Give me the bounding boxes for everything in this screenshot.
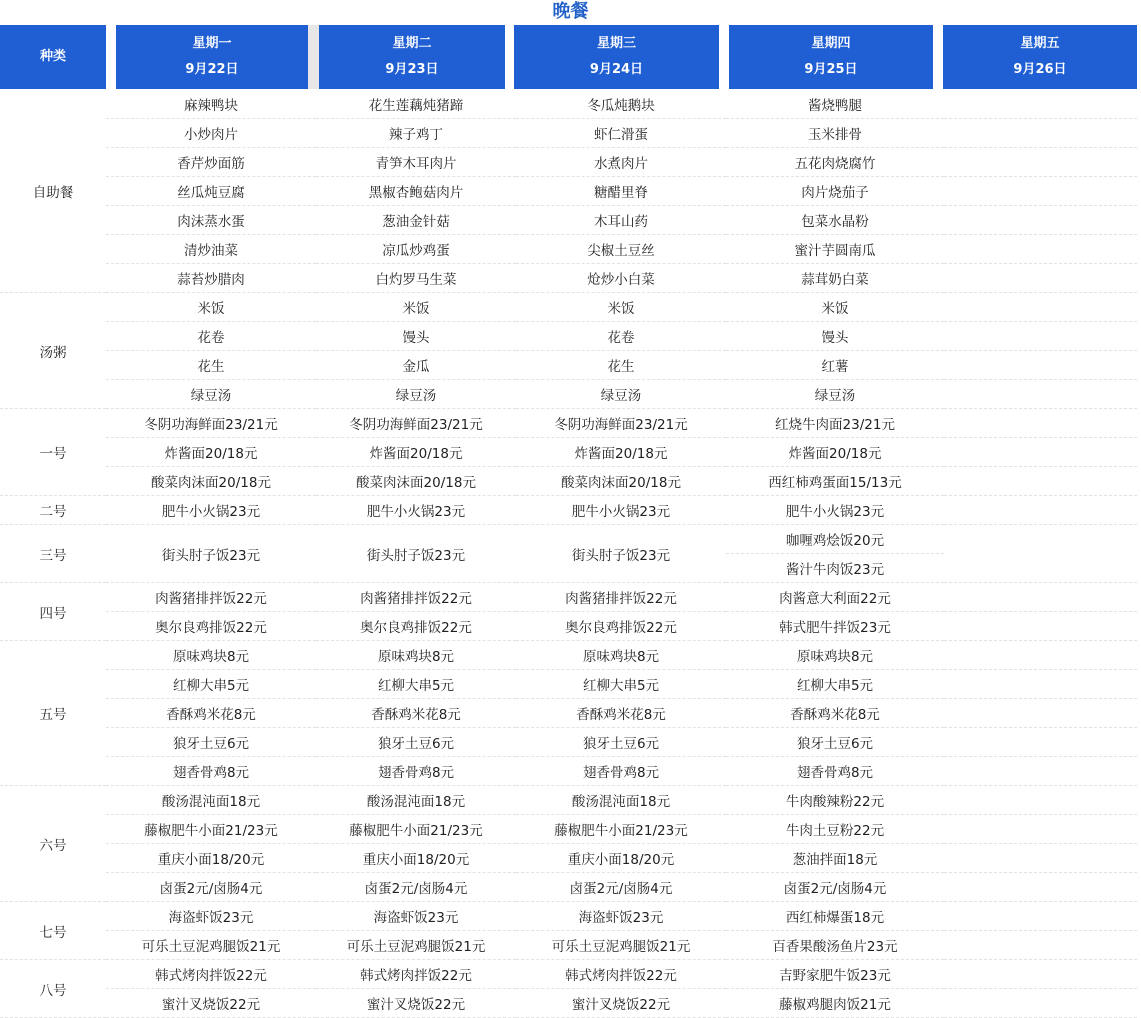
dish-cell: 青笋木耳肉片 xyxy=(316,148,516,177)
dish-cell: 辣子鸡丁 xyxy=(316,119,516,148)
dish-cell: 翅香骨鸡8元 xyxy=(106,757,316,786)
dish-cell xyxy=(944,583,1137,612)
dish-cell: 清炒油菜 xyxy=(106,235,316,264)
dish-cell: 肥牛小火锅23元 xyxy=(726,496,944,525)
dish-cell: 奥尔良鸡排饭22元 xyxy=(106,612,316,641)
header-gap xyxy=(308,25,319,89)
dish-cell: 红柳大串5元 xyxy=(726,670,944,699)
dish-cell: 藤椒肥牛小面21/23元 xyxy=(516,815,726,844)
dish-cell: 炸酱面20/18元 xyxy=(106,438,316,467)
dish-cell xyxy=(944,380,1137,409)
date-label: 9月24日 xyxy=(589,62,644,77)
dish-cell: 肥牛小火锅23元 xyxy=(316,496,516,525)
dish-cell: 葱油金针菇 xyxy=(316,206,516,235)
menu-row xyxy=(0,786,1137,815)
dish-cell: 凉瓜炒鸡蛋 xyxy=(316,235,516,264)
menu-row xyxy=(0,989,1137,1018)
dish-cell: 狼牙土豆6元 xyxy=(726,728,944,757)
dish-cell: 肉酱猪排拌饭22元 xyxy=(106,583,316,612)
dish-cell: 翅香骨鸡8元 xyxy=(516,757,726,786)
category-cell: 五号 xyxy=(0,641,106,786)
header-category-label: 种类 xyxy=(39,49,66,64)
dish-cell: 吉野家肥牛饭23元 xyxy=(726,960,944,989)
menu-row xyxy=(0,264,1137,293)
menu-body xyxy=(0,90,1137,1018)
dish-cell: 牛肉酸辣粉22元 xyxy=(726,786,944,815)
dish-cell: 绿豆汤 xyxy=(316,380,516,409)
menu-row xyxy=(0,902,1137,931)
menu-row xyxy=(0,844,1137,873)
weekday-label: 星期二 xyxy=(392,36,432,51)
dish-cell: 花生 xyxy=(106,351,316,380)
dish-cell: 狼牙土豆6元 xyxy=(516,728,726,757)
menu-row xyxy=(0,409,1137,438)
dish-cell: 原味鸡块8元 xyxy=(516,641,726,670)
category-cell: 七号 xyxy=(0,902,106,960)
header-day-mon xyxy=(116,25,308,89)
weekday-label: 星期四 xyxy=(811,36,851,51)
date-label: 9月23日 xyxy=(385,62,439,77)
dish-cell xyxy=(944,699,1137,728)
dish-cell: 绿豆汤 xyxy=(106,380,316,409)
dish-cell: 蜜汁叉烧饭22元 xyxy=(316,989,516,1018)
menu-row xyxy=(0,525,1137,554)
menu-row xyxy=(0,815,1137,844)
header-day-tue xyxy=(319,25,505,89)
dish-cell: 酸汤混沌面18元 xyxy=(316,786,516,815)
menu-row xyxy=(0,148,1137,177)
dish-cell: 可乐土豆泥鸡腿饭21元 xyxy=(516,931,726,960)
menu-row xyxy=(0,583,1137,612)
category-cell: 汤粥 xyxy=(0,293,106,409)
dish-cell: 奥尔良鸡排饭22元 xyxy=(516,612,726,641)
dish-cell: 西红柿鸡蛋面15/13元 xyxy=(726,467,944,496)
dish-cell: 糖醋里脊 xyxy=(516,177,726,206)
dish-cell: 蜜汁叉烧饭22元 xyxy=(106,989,316,1018)
dish-cell: 红柳大串5元 xyxy=(316,670,516,699)
dish-cell: 海盗虾饭23元 xyxy=(106,902,316,931)
dish-cell: 海盗虾饭23元 xyxy=(316,902,516,931)
dish-cell: 红薯 xyxy=(726,351,944,380)
dish-cell: 咖喱鸡烩饭20元 xyxy=(726,525,944,554)
category-cell: 三号 xyxy=(0,525,106,583)
dish-cell: 木耳山药 xyxy=(516,206,726,235)
dish-cell: 白灼罗马生菜 xyxy=(316,264,516,293)
dish-cell: 韩式烤肉拌饭22元 xyxy=(516,960,726,989)
dish-cell xyxy=(944,757,1137,786)
dish-cell: 原味鸡块8元 xyxy=(726,641,944,670)
dish-cell: 酸汤混沌面18元 xyxy=(516,786,726,815)
dish-cell xyxy=(944,525,1137,583)
dish-cell: 酸汤混沌面18元 xyxy=(106,786,316,815)
header-day-thu xyxy=(729,25,933,89)
dish-cell: 牛肉土豆粉22元 xyxy=(726,815,944,844)
dish-cell xyxy=(944,264,1137,293)
dish-cell: 红柳大串5元 xyxy=(106,670,316,699)
dish-cell: 翅香骨鸡8元 xyxy=(726,757,944,786)
dish-cell: 酸菜肉沫面20/18元 xyxy=(106,467,316,496)
dish-cell: 重庆小面18/20元 xyxy=(316,844,516,873)
dish-cell: 香酥鸡米花8元 xyxy=(106,699,316,728)
dish-cell: 可乐土豆泥鸡腿饭21元 xyxy=(316,931,516,960)
dish-cell: 五花肉烧腐竹 xyxy=(726,148,944,177)
dish-cell: 原味鸡块8元 xyxy=(106,641,316,670)
menu-row xyxy=(0,380,1137,409)
dish-cell xyxy=(944,902,1137,931)
dish-cell: 麻辣鸭块 xyxy=(106,90,316,119)
dish-cell: 藤椒鸡腿肉饭21元 xyxy=(726,989,944,1018)
dish-cell: 卤蛋2元/卤肠4元 xyxy=(516,873,726,902)
dish-cell: 葱油拌面18元 xyxy=(726,844,944,873)
menu-row xyxy=(0,177,1137,206)
dish-cell xyxy=(944,641,1137,670)
dish-cell: 黑椒杏鲍菇肉片 xyxy=(316,177,516,206)
menu-row xyxy=(0,235,1137,264)
dish-cell: 玉米排骨 xyxy=(726,119,944,148)
menu-row xyxy=(0,467,1137,496)
menu-row xyxy=(0,90,1137,119)
dish-cell: 花生莲藕炖猪蹄 xyxy=(316,90,516,119)
header-category xyxy=(0,25,106,89)
category-cell: 二号 xyxy=(0,496,106,525)
menu-row xyxy=(0,351,1137,380)
menu-row xyxy=(0,206,1137,235)
dish-cell: 藤椒肥牛小面21/23元 xyxy=(106,815,316,844)
dish-cell: 卤蛋2元/卤肠4元 xyxy=(316,873,516,902)
date-label: 9月25日 xyxy=(804,62,858,77)
weekday-label: 星期一 xyxy=(192,36,232,51)
dish-cell: 炸酱面20/18元 xyxy=(726,438,944,467)
dish-cell: 酸菜肉沫面20/18元 xyxy=(516,467,726,496)
dish-cell: 香酥鸡米花8元 xyxy=(516,699,726,728)
dish-cell xyxy=(944,844,1137,873)
dish-cell: 卤蛋2元/卤肠4元 xyxy=(726,873,944,902)
dish-cell: 卤蛋2元/卤肠4元 xyxy=(106,873,316,902)
dish-cell: 冬阴功海鲜面23/21元 xyxy=(106,409,316,438)
dish-cell xyxy=(944,670,1137,699)
dish-cell: 狼牙土豆6元 xyxy=(106,728,316,757)
dish-cell: 重庆小面18/20元 xyxy=(106,844,316,873)
dish-cell: 翅香骨鸡8元 xyxy=(316,757,516,786)
dish-cell: 西红柿爆蛋18元 xyxy=(726,902,944,931)
dish-cell: 香芹炒面筋 xyxy=(106,148,316,177)
category-cell: 四号 xyxy=(0,583,106,641)
menu-row xyxy=(0,641,1137,670)
dish-cell: 丝瓜炖豆腐 xyxy=(106,177,316,206)
dish-cell: 炸酱面20/18元 xyxy=(316,438,516,467)
menu-row xyxy=(0,438,1137,467)
meal-title: 晚餐 xyxy=(552,1,589,22)
header-day-wed xyxy=(514,25,719,89)
dish-cell: 冬瓜炖鹅块 xyxy=(516,90,726,119)
dish-cell: 可乐土豆泥鸡腿饭21元 xyxy=(106,931,316,960)
dish-cell: 米饭 xyxy=(516,293,726,322)
dish-cell xyxy=(944,786,1137,815)
weekday-label: 星期三 xyxy=(596,36,636,51)
dish-cell: 米饭 xyxy=(726,293,944,322)
dish-cell: 小炒肉片 xyxy=(106,119,316,148)
dish-cell: 虾仁滑蛋 xyxy=(516,119,726,148)
dish-cell: 原味鸡块8元 xyxy=(316,641,516,670)
dish-cell: 香酥鸡米花8元 xyxy=(316,699,516,728)
dish-cell xyxy=(944,612,1137,641)
category-cell: 自助餐 xyxy=(0,90,106,293)
dish-cell xyxy=(944,177,1137,206)
category-cell: 一号 xyxy=(0,409,106,496)
dish-cell: 街头肘子饭23元 xyxy=(106,525,316,583)
dish-cell: 韩式烤肉拌饭22元 xyxy=(316,960,516,989)
date-label: 9月22日 xyxy=(185,62,239,77)
menu-row xyxy=(0,873,1137,902)
dish-cell xyxy=(944,438,1137,467)
dish-cell: 藤椒肥牛小面21/23元 xyxy=(316,815,516,844)
dish-cell: 肉酱猪排拌饭22元 xyxy=(516,583,726,612)
menu-row xyxy=(0,119,1137,148)
dish-cell: 炸酱面20/18元 xyxy=(516,438,726,467)
dish-cell: 尖椒土豆丝 xyxy=(516,235,726,264)
dish-cell: 蜜汁叉烧饭22元 xyxy=(516,989,726,1018)
menu-row xyxy=(0,496,1137,525)
dish-cell: 花卷 xyxy=(106,322,316,351)
dish-cell xyxy=(944,119,1137,148)
dish-cell: 冬阴功海鲜面23/21元 xyxy=(316,409,516,438)
dish-cell: 香酥鸡米花8元 xyxy=(726,699,944,728)
dish-cell: 肉酱猪排拌饭22元 xyxy=(316,583,516,612)
dish-cell: 绿豆汤 xyxy=(726,380,944,409)
menu-row xyxy=(0,322,1137,351)
date-label: 9月26日 xyxy=(1013,62,1067,77)
dish-cell: 肉酱意大利面22元 xyxy=(726,583,944,612)
dish-cell xyxy=(944,467,1137,496)
dish-cell: 蒜苔炒腊肉 xyxy=(106,264,316,293)
dish-cell: 肉片烧茄子 xyxy=(726,177,944,206)
menu-table xyxy=(0,90,1137,1018)
dish-cell: 街头肘子饭23元 xyxy=(316,525,516,583)
dish-cell: 韩式烤肉拌饭22元 xyxy=(106,960,316,989)
dish-cell xyxy=(944,931,1137,960)
dish-cell xyxy=(944,293,1137,322)
dish-cell: 百香果酸汤鱼片23元 xyxy=(726,931,944,960)
dish-cell xyxy=(944,496,1137,525)
dish-cell: 花生 xyxy=(516,351,726,380)
dish-cell xyxy=(944,815,1137,844)
dish-cell xyxy=(944,206,1137,235)
menu-row xyxy=(0,670,1137,699)
menu-row xyxy=(0,728,1137,757)
dish-cell: 韩式肥牛拌饭23元 xyxy=(726,612,944,641)
dish-cell xyxy=(944,322,1137,351)
dish-cell xyxy=(944,989,1137,1018)
dish-cell xyxy=(944,873,1137,902)
dish-cell: 肉沫蒸水蛋 xyxy=(106,206,316,235)
menu-row xyxy=(0,757,1137,786)
dish-cell xyxy=(944,148,1137,177)
menu-row xyxy=(0,293,1137,322)
dish-cell: 绿豆汤 xyxy=(516,380,726,409)
menu-row xyxy=(0,612,1137,641)
dish-cell: 蒜茸奶白菜 xyxy=(726,264,944,293)
dish-cell: 水煮肉片 xyxy=(516,148,726,177)
dish-cell xyxy=(944,728,1137,757)
dish-cell: 馒头 xyxy=(316,322,516,351)
dish-cell: 海盗虾饭23元 xyxy=(516,902,726,931)
dish-cell xyxy=(944,351,1137,380)
menu-row xyxy=(0,960,1137,989)
category-cell: 八号 xyxy=(0,960,106,1018)
dish-cell: 米饭 xyxy=(106,293,316,322)
dish-cell: 蜜汁芋圆南瓜 xyxy=(726,235,944,264)
dish-cell: 金瓜 xyxy=(316,351,516,380)
dish-cell: 米饭 xyxy=(316,293,516,322)
dish-cell xyxy=(944,90,1137,119)
dish-cell: 重庆小面18/20元 xyxy=(516,844,726,873)
dish-cell xyxy=(944,235,1137,264)
dish-cell: 酸菜肉沫面20/18元 xyxy=(316,467,516,496)
category-cell: 六号 xyxy=(0,786,106,902)
dish-cell: 酱汁牛肉饭23元 xyxy=(726,554,944,583)
dish-cell: 馒头 xyxy=(726,322,944,351)
dish-cell: 酱烧鸭腿 xyxy=(726,90,944,119)
dish-cell: 包菜水晶粉 xyxy=(726,206,944,235)
dish-cell xyxy=(944,409,1137,438)
dish-cell: 炝炒小白菜 xyxy=(516,264,726,293)
weekday-label: 星期五 xyxy=(1020,36,1060,51)
menu-row xyxy=(0,931,1137,960)
header-day-fri xyxy=(943,25,1137,89)
dish-cell: 花卷 xyxy=(516,322,726,351)
dish-cell xyxy=(944,960,1137,989)
menu-row xyxy=(0,699,1137,728)
dish-cell: 狼牙土豆6元 xyxy=(316,728,516,757)
dish-cell: 肥牛小火锅23元 xyxy=(106,496,316,525)
dish-cell: 红柳大串5元 xyxy=(516,670,726,699)
dish-cell: 奥尔良鸡排饭22元 xyxy=(316,612,516,641)
dish-cell: 红烧牛肉面23/21元 xyxy=(726,409,944,438)
dish-cell: 街头肘子饭23元 xyxy=(516,525,726,583)
dish-cell: 冬阴功海鲜面23/21元 xyxy=(516,409,726,438)
dish-cell: 肥牛小火锅23元 xyxy=(516,496,726,525)
